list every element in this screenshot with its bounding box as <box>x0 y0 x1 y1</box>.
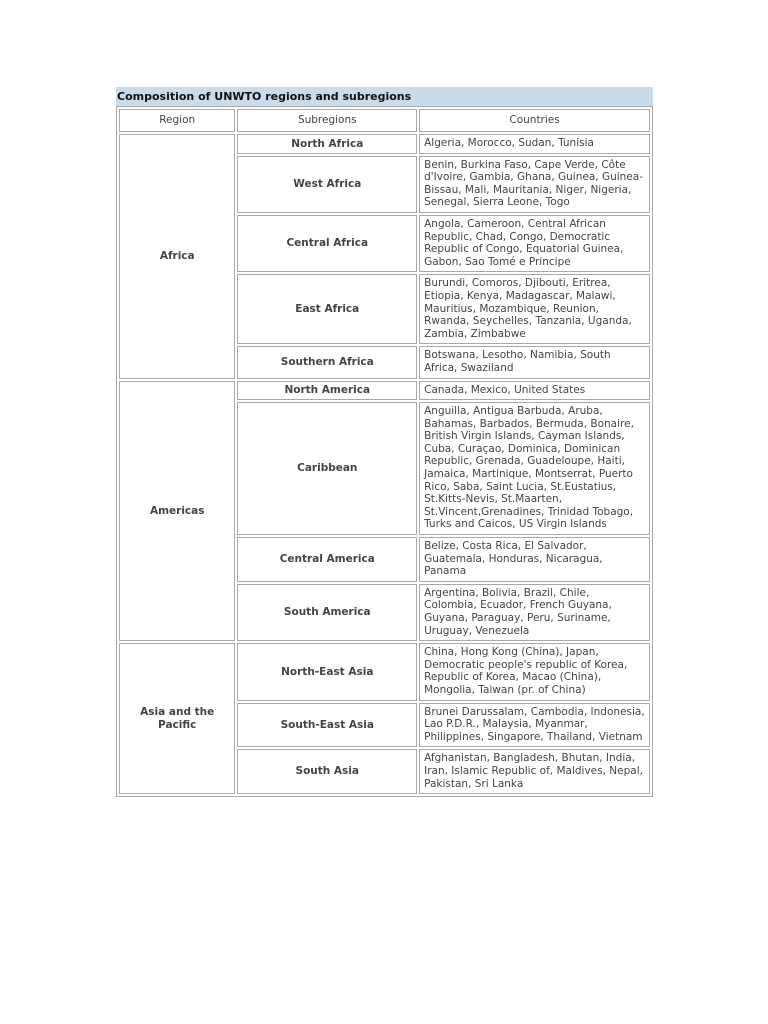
table-row <box>119 134 650 154</box>
countries-cell: Algeria, Morocco, Sudan, Tunisia <box>419 134 650 154</box>
table-body <box>119 134 650 794</box>
table-row <box>119 381 650 401</box>
countries-cell: Angola, Cameroon, Central African Republic, Chad, Congo, Democratic Republic of Congo, Equatorial Guinea, Gabon, Sao Tomé e Principe <box>419 215 650 272</box>
region-cell: Asia and the Pacific <box>119 643 235 794</box>
table-title: Composition of UNWTO regions and subregions <box>116 87 653 106</box>
countries-cell: Benin, Burkina Faso, Cape Verde, Côte d'Ivoire, Gambia, Ghana, Guinea, Guinea-Bissau, Mali, Mauritania, Niger, Nigeria, Senegal, Sierra Leone, Togo <box>419 156 650 213</box>
countries-cell: Argentina, Bolivia, Brazil, Chile, Colombia, Ecuador, French Guyana, Guyana, Paraguay, Peru, Suriname, Uruguay, Venezuela <box>419 584 650 641</box>
countries-cell: Afghanistan, Bangladesh, Bhutan, India, Iran, Islamic Republic of, Maldives, Nepal, Pakistan, Sri Lanka <box>419 749 650 794</box>
countries-cell: Belize, Costa Rica, El Salvador, Guatemala, Honduras, Nicaragua, Panama <box>419 537 650 582</box>
header-row <box>119 109 650 132</box>
subregion-cell: North-East Asia <box>237 643 417 700</box>
countries-cell: Canada, Mexico, United States <box>419 381 650 401</box>
subregion-cell: South-East Asia <box>237 703 417 748</box>
table-row <box>119 643 650 700</box>
header-subregions: Subregions <box>237 109 417 132</box>
header-region: Region <box>119 109 235 132</box>
countries-cell: Botswana, Lesotho, Namibia, South Africa, Swaziland <box>419 346 650 378</box>
countries-cell: China, Hong Kong (China), Japan, Democratic people's republic of Korea, Republic of Korea, Macao (China), Mongolia, Taiwan (pr. of China) <box>419 643 650 700</box>
countries-cell: Anguilla, Antigua Barbuda, Aruba, Bahamas, Barbados, Bermuda, Bonaire, British Virgin Islands, Cayman Islands, Cuba, Curaçao, Dominica, Dominican Republic, Grenada, Guadeloupe, Haiti, Jamaica, Martinique, Montserrat, Puerto Rico, Saba, Saint Lucia, St.Eustatius, St.Kitts-Nevis, St.Maarten, St.Vincent,Grenadines, Trinidad Tobago, Turks and Caicos, US Virgin Islands <box>419 402 650 535</box>
subregion-cell: East Africa <box>237 274 417 344</box>
subregion-cell: South America <box>237 584 417 641</box>
subregion-cell: North America <box>237 381 417 401</box>
region-cell: Africa <box>119 134 235 379</box>
countries-cell: Brunei Darussalam, Cambodia, Indonesia, Lao P.D.R., Malaysia, Myanmar, Philippines, Singapore, Thailand, Vietnam <box>419 703 650 748</box>
subregion-cell: Central America <box>237 537 417 582</box>
subregion-cell: Caribbean <box>237 402 417 535</box>
countries-cell: Burundi, Comoros, Djibouti, Eritrea, Etiopia, Kenya, Madagascar, Malawi, Mauritius, Mozambique, Reunion, Rwanda, Seychelles, Tanzania, Uganda, Zambia, Zimbabwe <box>419 274 650 344</box>
regions-document <box>116 87 653 797</box>
subregion-cell: West Africa <box>237 156 417 213</box>
subregion-cell: North Africa <box>237 134 417 154</box>
regions-table <box>116 106 653 797</box>
region-cell: Americas <box>119 381 235 642</box>
subregion-cell: Central Africa <box>237 215 417 272</box>
header-countries: Countries <box>419 109 650 132</box>
subregion-cell: Southern Africa <box>237 346 417 378</box>
subregion-cell: South Asia <box>237 749 417 794</box>
